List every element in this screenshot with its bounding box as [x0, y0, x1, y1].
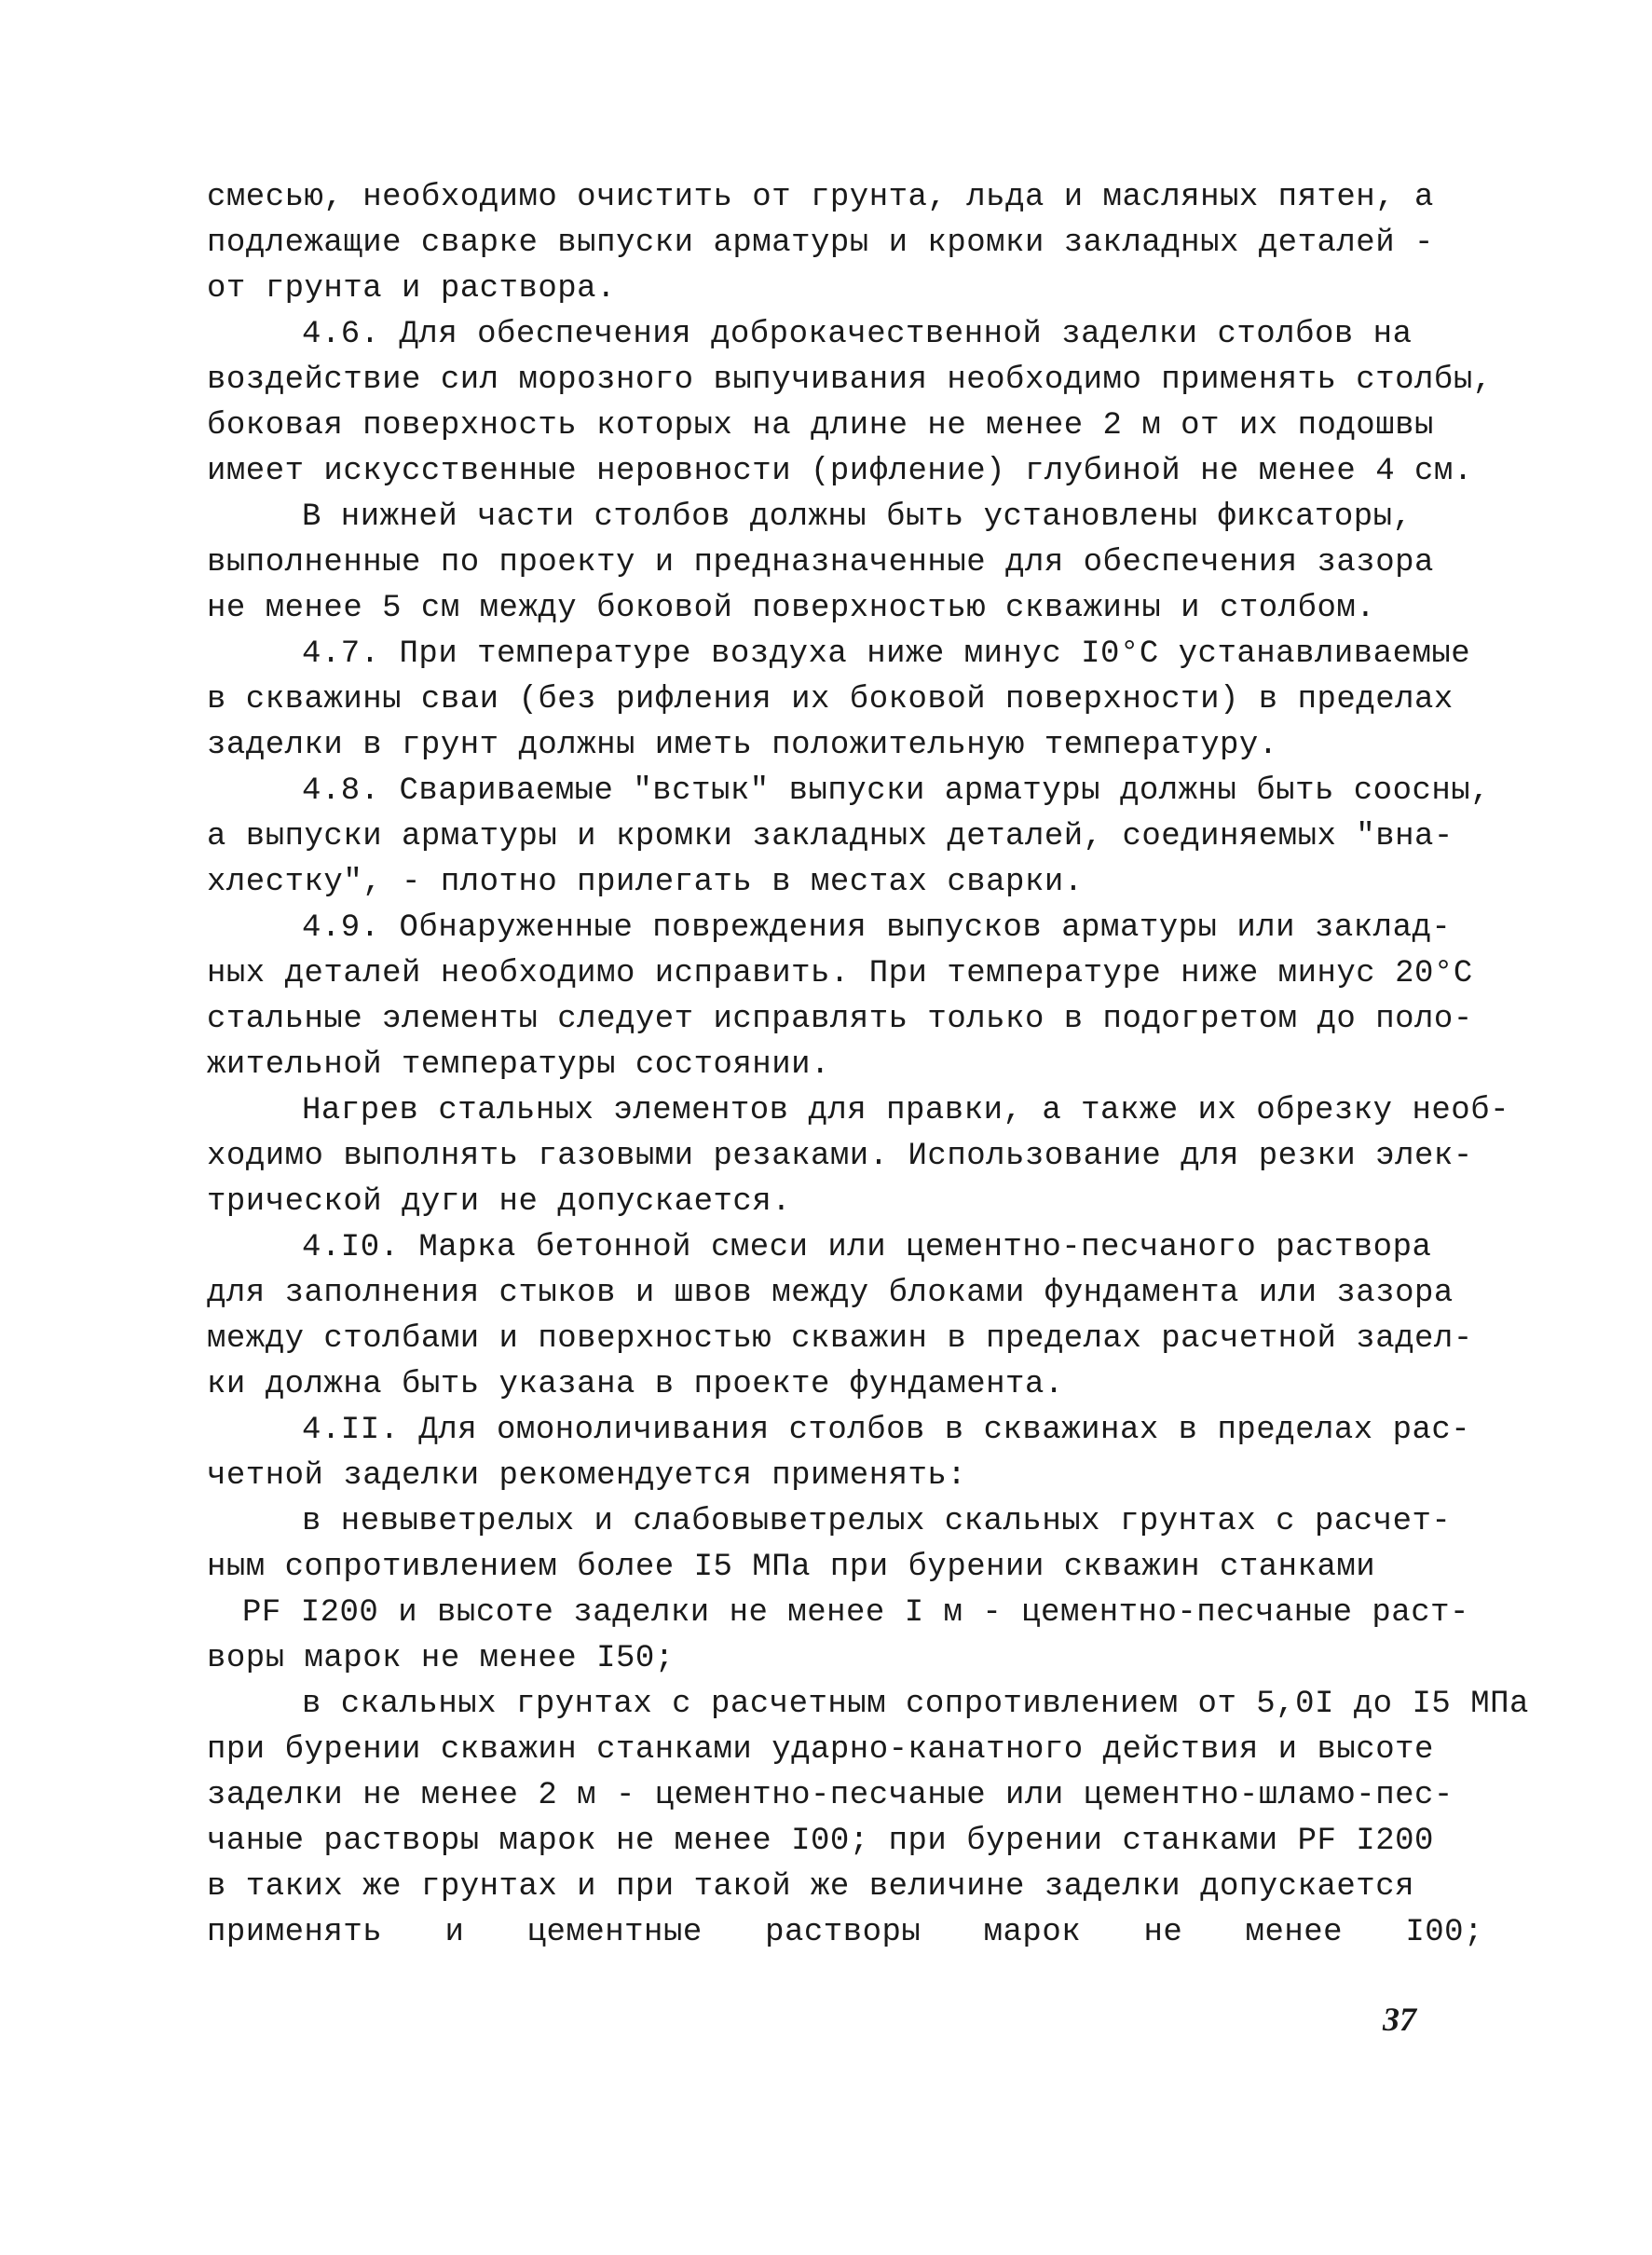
text-line: подлежащие сварке выпуски арматуры и кромки закладных деталей - — [207, 226, 1434, 261]
text-line: четной заделки рекомендуется применять: — [207, 1458, 967, 1494]
text-line: PF I200 и высоте заделки не менее I м - цементно-песчаные раст- — [242, 1595, 1469, 1631]
paragraph-4-6-start: 4.6. Для обеспечения доброкачественной заделки столбов на — [302, 317, 1413, 352]
word: менее — [1245, 1915, 1344, 1950]
text-line: в скважины сваи (без рифления их боковой поверхности) в пределах — [207, 682, 1454, 718]
text-line: жительной температуры состоянии. — [207, 1047, 830, 1083]
paragraph-4-9-start: 4.9. Обнаруженные повреждения выпусков арматуры или заклад- — [302, 910, 1452, 946]
paragraph-start: В нижней части столбов должны быть установлены фиксаторы, — [302, 499, 1413, 535]
text-line: стальные элементы следует исправлять только в подогретом до поло- — [207, 1002, 1473, 1037]
list-item-start: в невыветрелых и слабовыветрелых скальных грунтах с расчет- — [302, 1504, 1452, 1539]
text-line: от грунта и раствора. — [207, 271, 616, 307]
word: и — [444, 1915, 465, 1950]
text-line: хлестку", - плотно прилегать в местах сварки. — [207, 865, 1084, 900]
text-line: между столбами и поверхностью скважин в пределах расчетной задел- — [207, 1321, 1473, 1357]
paragraph-4-8-start: 4.8. Свариваемые "встык" выпуски арматуры должны быть соосны, — [302, 773, 1491, 809]
word: цементные — [526, 1915, 703, 1950]
word: применять — [207, 1915, 383, 1950]
text-line: при бурении скважин станками ударно-канатного действия и высоте — [207, 1732, 1434, 1768]
text-line: выполненные по проекту и предназначенные для обеспечения зазора — [207, 545, 1434, 581]
text-line: в таких же грунтах и при такой же величине заделки допускается — [207, 1869, 1415, 1905]
text-line: воздействие сил морозного выпучивания необходимо применять столбы, — [207, 362, 1493, 398]
text-line: а выпуски арматуры и кромки закладных деталей, соединяемых "вна- — [207, 819, 1454, 854]
word: не — [1143, 1915, 1183, 1950]
page-number: 37 — [1383, 2001, 1416, 2038]
word: марок — [983, 1915, 1082, 1950]
text-line: смесью, необходимо очистить от грунта, льда и масляных пятен, а — [207, 180, 1434, 215]
text-line: имеет искусственные неровности (рифление) глубиной не менее 4 см. — [207, 454, 1473, 489]
text-line: ходимо выполнять газовыми резаками. Использование для резки элек- — [207, 1139, 1473, 1174]
text-line: воры марок не менее I50; — [207, 1641, 675, 1676]
paragraph-4-10-start: 4.I0. Марка бетонной смеси или цементно-песчаного раствора — [302, 1230, 1432, 1265]
paragraph-start: Нагрев стальных элементов для правки, а также их обрезку необ- — [302, 1093, 1510, 1128]
text-line: заделки не менее 2 м - цементно-песчаные или цементно-шламо-пес- — [207, 1778, 1454, 1813]
paragraph-4-7-start: 4.7. При температуре воздуха ниже минус I0°С устанавливаемые — [302, 636, 1471, 672]
paragraph-4-11-start: 4.II. Для омоноличивания столбов в скважинах в пределах рас- — [302, 1413, 1471, 1448]
list-item-start: в скальных грунтах с расчетным сопротивлением от 5,0I до I5 МПа — [302, 1687, 1529, 1722]
text-line: для заполнения стыков и швов между блоками фундамента или зазора — [207, 1276, 1454, 1311]
text-line: не менее 5 см между боковой поверхностью скважины и столбом. — [207, 591, 1376, 626]
text-line: трической дуги не допускается. — [207, 1184, 792, 1220]
text-line: заделки в грунт должны иметь положительную температуру. — [207, 728, 1278, 763]
word: I00; — [1405, 1915, 1483, 1950]
text-line: ных деталей необходимо исправить. При температуре ниже минус 20°С — [207, 956, 1473, 991]
body-text — [207, 175, 1529, 1956]
text-line: чаные растворы марок не менее I00; при бурении станками PF I200 — [207, 1824, 1434, 1859]
word: растворы — [765, 1915, 922, 1950]
text-line: боковая поверхность которых на длине не менее 2 м от их подошвы — [207, 408, 1434, 444]
last-justified-line — [207, 1910, 1483, 1956]
text-line: ки должна быть указана в проекте фундамента. — [207, 1367, 1064, 1402]
text-line: ным сопротивлением более I5 МПа при бурении скважин станками — [207, 1550, 1376, 1585]
